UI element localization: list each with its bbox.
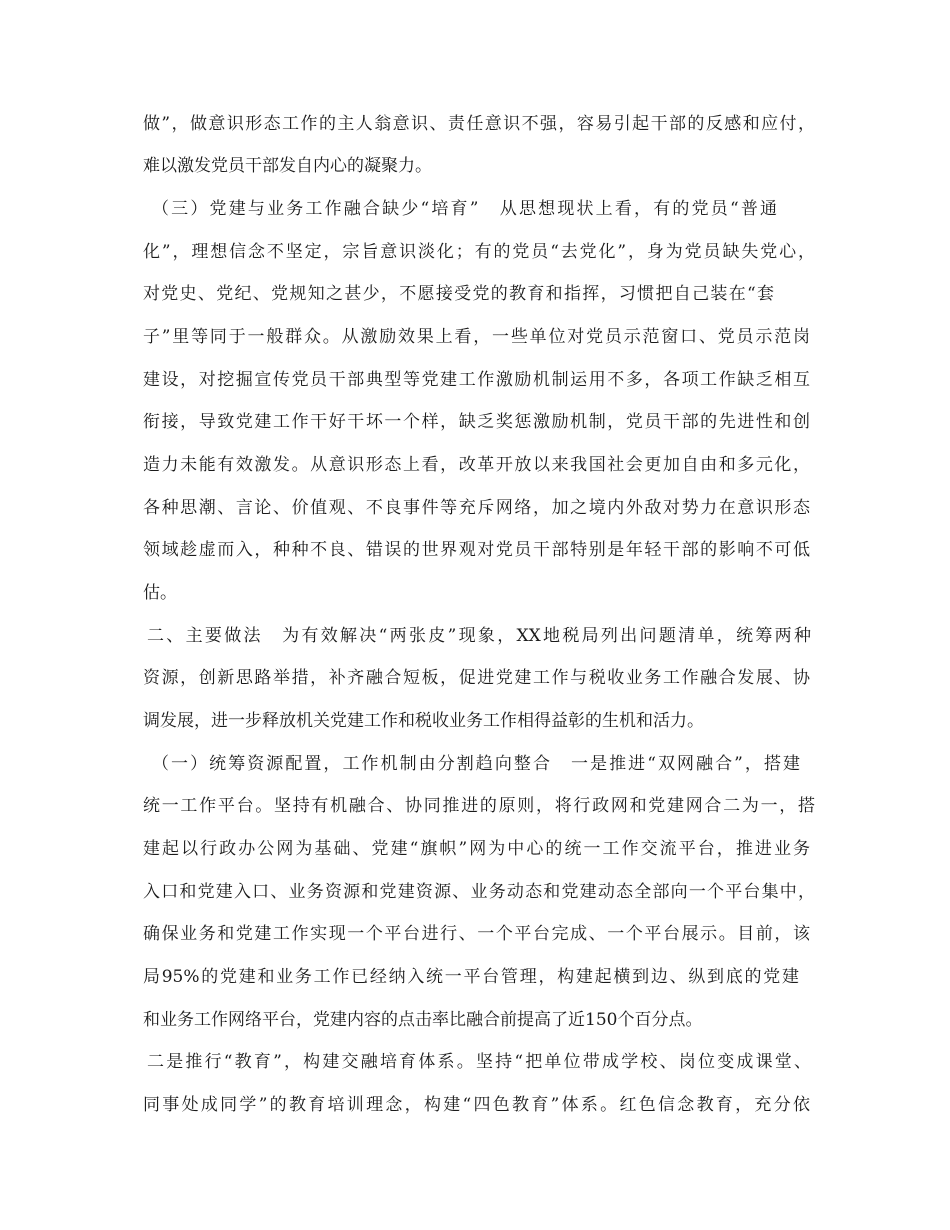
text-line-7: 建设，对挖掘宣传党员干部典型等党建工作激励机制运用不多，各项工作缺乏相互 [143,370,810,390]
text-line-17: 统一工作平台。坚持有机融合、协同推进的原则，将行政网和党建网合二为一，搭 [143,796,815,816]
paragraph-heading-3: （三）党建与业务工作融合缺少“培育” 从思想现状上看，有的党员“普通 [152,199,777,219]
text-line-20: 确保业务和党建工作实现一个平台进行、一个平台完成、一个平台展示。目前，该 [143,924,810,944]
text-line-22: 和业务工作网络平台，党建内容的点击率比融合前提高了近150个百分点。 [143,1010,703,1030]
text-line-8: 衔接，导致党建工作干好干坏一个样，缺乏奖惩激励机制，党员干部的先进性和创 [143,412,810,432]
text-line-15: 调发展，进一步释放机关党建工作和税收业务工作相得益彰的生机和活力。 [143,711,704,731]
section-heading-main-practices: 二、主要做法 为有效解决“两张皮”现象，XX地税局列出问题清单，统筹两种 [147,626,811,646]
text-line-10: 各种思潮、言论、价值观、不良事件等充斥网络，加之境内外敌对势力在意识形态 [143,498,810,518]
text-line-11: 领域趁虚而入，种种不良、错误的世界观对党员干部特别是年轻干部的影响不可低 [143,540,810,560]
text-line-2: 难以激发党员干部发自内心的凝聚力。 [143,156,432,176]
text-line-12: 估。 [143,583,177,603]
text-line-23: 二是推行“教育”，构建交融培育体系。坚持“把单位带成学校、岗位变成课堂、 [147,1052,811,1072]
text-line-18: 建起以行政办公网为基础、党建“旗帜”网为中心的统一工作交流平台，推进业务 [143,839,810,859]
text-line-5: 对党史、党纪、党规知之甚少，不愿接受党的教育和指挥，习惯把自己装在“套 [143,284,774,304]
text-line-14: 资源，创新思路举措，补齐融合短板，促进党建工作与税收业务工作融合发展、协 [143,668,810,688]
text-line-21: 局95%的党建和业务工作已经纳入统一平台管理，构建起横到边、纵到底的党建 [143,967,799,987]
text-line-19: 入口和党建入口、业务资源和党建资源、业务动态和党建动态全部向一个平台集中， [143,882,815,902]
text-line-6: 子”里等同于一般群众。从激励效果上看，一些单位对党员示范窗口、党员示范岗 [143,327,810,347]
text-line-4: 化”，理想信念不坚定，宗旨意识淡化；有的党员“去党化”，身为党员缺失党心， [143,242,815,262]
text-line-9: 造力未能有效激发。从意识形态上看，改革开放以来我国社会更加自由和多元化， [143,455,810,475]
text-line-1: 做”，做意识形态工作的主人翁意识、责任意识不强，容易引起干部的反感和应付， [143,114,815,134]
text-line-24: 同事处成同学”的教育培训理念，构建“四色教育”体系。红色信念教育，充分依 [143,1095,810,1115]
paragraph-heading-16: （一）统筹资源配置，工作机制由分割趋向整合 一是推进“双网融合”，搭建 [152,754,800,774]
